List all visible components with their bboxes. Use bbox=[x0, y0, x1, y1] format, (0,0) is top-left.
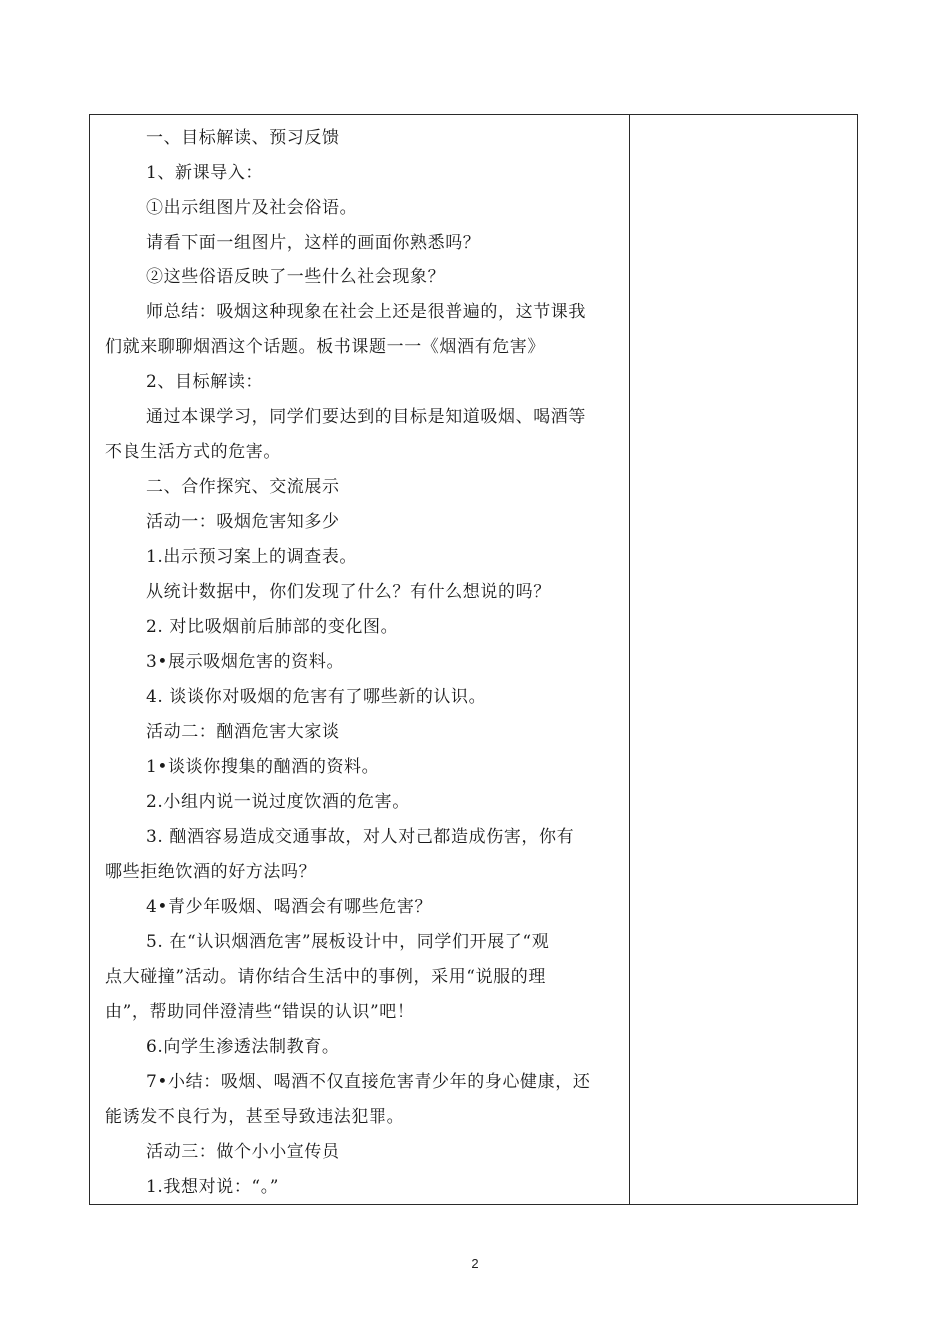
text-line: 不良生活方式的危害。 bbox=[105, 442, 281, 462]
text-line: 4. 谈谈你对吸烟的危害有了哪些新的认识。 bbox=[146, 687, 487, 707]
text-line: 1.我想对说：“。” bbox=[146, 1177, 280, 1197]
text-line: 2、目标解读： bbox=[146, 372, 264, 392]
page-number: 2 bbox=[471, 1256, 479, 1271]
text-line: 们就来聊聊烟酒这个话题。板书课题一一《烟酒有危害》 bbox=[105, 337, 545, 357]
text-line: 4•青少年吸烟、喝酒会有哪些危害？ bbox=[146, 897, 433, 917]
text-line: ②这些俗语反映了一些什么社会现象？ bbox=[146, 267, 446, 287]
notes-cell bbox=[630, 115, 857, 1204]
text-line: 2.小组内说一说过度饮酒的危害。 bbox=[146, 792, 410, 812]
text-line: 活动二：酗酒危害大家谈 bbox=[146, 722, 340, 742]
text-line: 请看下面一组图片，这样的画面你熟悉吗？ bbox=[146, 233, 481, 253]
text-line: 通过本课学习，同学们要达到的目标是知道吸烟、喝酒等 bbox=[146, 407, 586, 427]
text-line: 活动三：做个小小宣传员 bbox=[146, 1142, 340, 1162]
text-line: 3•展示吸烟危害的资料。 bbox=[146, 652, 345, 672]
text-line: 一、目标解读、预习反馈 bbox=[146, 128, 340, 148]
lesson-table bbox=[89, 114, 858, 1205]
text-line: 师总结：吸烟这种现象在社会上还是很普遍的，这节课我 bbox=[146, 302, 586, 322]
text-line: 1.出示预习案上的调查表。 bbox=[146, 547, 358, 567]
lesson-content-cell bbox=[90, 115, 629, 1204]
text-line: 点大碰撞”活动。请你结合生活中的事例，采用“说服的理 bbox=[105, 967, 546, 987]
text-line: 1•谈谈你搜集的酗酒的资料。 bbox=[146, 757, 380, 777]
text-line: 从统计数据中，你们发现了什么？有什么想说的吗？ bbox=[146, 582, 551, 602]
text-line: 哪些拒绝饮酒的好方法吗？ bbox=[105, 862, 317, 882]
text-line: 1、新课导入： bbox=[146, 163, 264, 183]
text-line: ①出示组图片及社会俗语。 bbox=[146, 198, 358, 218]
text-line: 6.向学生渗透法制教育。 bbox=[146, 1037, 340, 1057]
text-line: 3. 酗酒容易造成交通事故，对人对己都造成伤害，你有 bbox=[146, 827, 575, 847]
text-line: 由”，帮助同伴澄清些“错误的认识”吧！ bbox=[105, 1002, 415, 1022]
text-line: 7•小结：吸烟、喝酒不仅直接危害青少年的身心健康，还 bbox=[146, 1072, 591, 1092]
text-line: 2. 对比吸烟前后肺部的变化图。 bbox=[146, 617, 399, 637]
text-line: 二、合作探究、交流展示 bbox=[146, 477, 340, 497]
text-line: 能诱发不良行为，甚至导致违法犯罪。 bbox=[105, 1107, 405, 1127]
text-line: 5. 在“认识烟酒危害”展板设计中，同学们开展了“观 bbox=[146, 932, 550, 952]
text-line: 活动一：吸烟危害知多少 bbox=[146, 512, 340, 532]
